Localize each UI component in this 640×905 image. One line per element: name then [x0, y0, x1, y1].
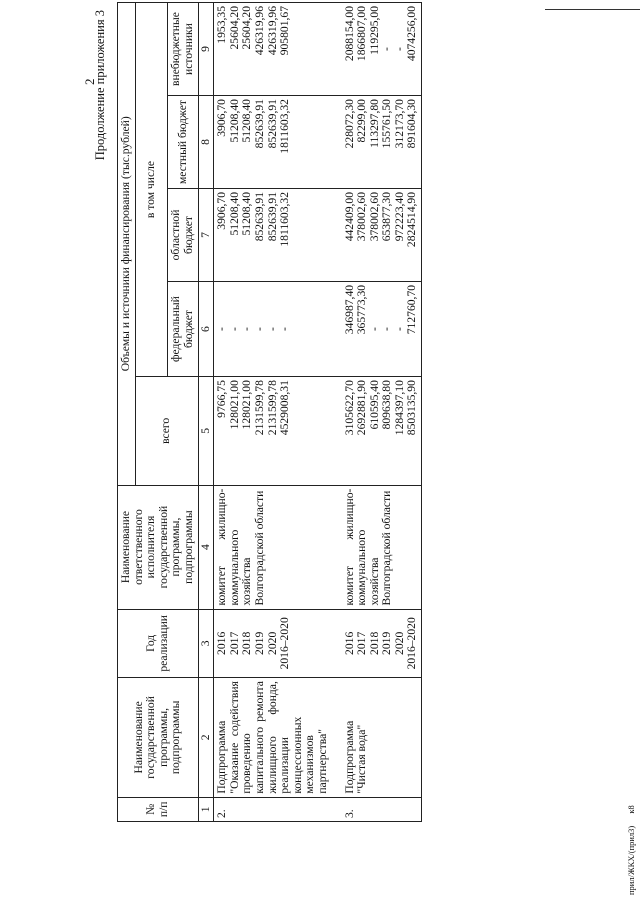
- col-number: 3: [198, 609, 214, 678]
- regional-value: 51208,40: [240, 192, 254, 236]
- row-executor: комитет жилищно-коммунального хозяйства Волгоградской области: [214, 485, 332, 609]
- total-value: 2131599,78: [252, 380, 266, 436]
- row-no: 2.: [214, 797, 332, 821]
- year-value: 2018: [367, 631, 381, 655]
- year-value: 2016: [342, 631, 356, 655]
- header-no: № п/п: [118, 797, 199, 821]
- local-value: 891604,30: [405, 99, 419, 149]
- regional-value: 3906,70: [215, 192, 229, 230]
- row-total: [332, 377, 422, 485]
- col-number: 5: [198, 377, 214, 485]
- local-value: 113297,80: [367, 99, 381, 148]
- page-number: 2: [82, 78, 97, 85]
- header-total: всего: [135, 377, 198, 485]
- regional-value: 51208,40: [227, 192, 241, 236]
- federal-value: -: [252, 327, 266, 331]
- federal-value: -: [367, 327, 381, 331]
- federal-value: -: [265, 327, 279, 331]
- header-row-1: [118, 3, 136, 822]
- federal-value: -: [227, 327, 241, 331]
- local-value: 1811603,32: [278, 99, 292, 154]
- year-value: 2017: [227, 631, 241, 655]
- regional-value: 378002,60: [367, 192, 381, 242]
- total-value: 4529008,31: [278, 380, 292, 436]
- federal-value: 712760,70: [405, 284, 419, 335]
- footer-file-ref: прил/ЖКХ/(прил3): [626, 825, 636, 895]
- header-executor: Наименование ответственного исполнителя государственной программы, подпрограммы: [118, 485, 199, 609]
- total-value: 8503135,90: [405, 380, 419, 436]
- col-number: 2: [198, 678, 214, 798]
- local-value: 852639,91: [265, 99, 279, 149]
- federal-value: -: [278, 327, 292, 331]
- total-value: 128021,00: [240, 380, 254, 430]
- table-row: [332, 3, 422, 822]
- col-number: 8: [198, 96, 214, 189]
- header-federal: федеральный бюджет: [168, 281, 198, 376]
- local-value: 312173,70: [392, 99, 406, 149]
- header-in-that-number: в том числе: [135, 3, 168, 377]
- extra-value: -: [392, 47, 406, 51]
- extra-value: -: [380, 47, 394, 51]
- row-years: [214, 609, 332, 678]
- col-number: 1: [198, 797, 214, 821]
- year-value: 2018: [240, 631, 254, 655]
- local-value: 51208,40: [227, 99, 241, 143]
- extra-value: 25604,20: [240, 6, 254, 50]
- local-value: 852639,91: [252, 99, 266, 149]
- row-federal: [332, 281, 422, 376]
- year-value: 2016–2020: [278, 617, 292, 670]
- federal-value: -: [215, 327, 229, 331]
- header-financing-group: Объемы и источники финансирования (тыс.рублей): [118, 3, 136, 486]
- year-value: 2020: [392, 631, 406, 655]
- federal-value: -: [392, 327, 406, 331]
- total-value: 2692881,90: [355, 380, 369, 436]
- federal-value: 365773,30: [355, 284, 369, 335]
- table-row: [214, 3, 332, 822]
- extra-value: 2088154,00: [342, 6, 356, 62]
- regional-value: 653877,30: [380, 192, 394, 242]
- total-value: 128021,00: [227, 380, 241, 430]
- year-value: 2019: [380, 631, 394, 655]
- row-executor: комитет жилищно-коммунального хозяйства Волгоградской области: [332, 485, 422, 609]
- year-value: 2017: [355, 631, 369, 655]
- regional-value: 1811603,32: [278, 192, 292, 247]
- footer-code: к8: [626, 805, 636, 814]
- header-program-name: Наименование государственной программы, подпрограммы: [118, 678, 199, 798]
- regional-value: 852639,91: [252, 192, 266, 242]
- extra-value: 1953,35: [215, 6, 229, 44]
- total-value: 2131599,78: [265, 380, 279, 436]
- federal-value: 346987,40: [342, 284, 356, 335]
- col-number: 9: [198, 3, 214, 96]
- federal-value: -: [240, 327, 254, 331]
- extra-value: 426319,96: [252, 6, 266, 56]
- extra-value: 25604,20: [227, 6, 241, 50]
- regional-value: 852639,91: [265, 192, 279, 242]
- extra-value: 1866807,00: [355, 6, 369, 62]
- appendix-continuation-note: Продолжение приложения 3: [93, 10, 107, 161]
- extra-value: 426319,96: [265, 6, 279, 56]
- total-value: 1284397,10: [392, 380, 406, 436]
- total-value: 809638,80: [380, 380, 394, 430]
- row-extra: [332, 3, 422, 96]
- row-regional: [332, 189, 422, 282]
- financing-table: [117, 2, 422, 822]
- extra-value: 905801,67: [278, 6, 292, 56]
- row-local: [214, 96, 332, 189]
- row-extra: [214, 3, 332, 96]
- regional-value: 972223,40: [392, 192, 406, 242]
- row-years: [332, 609, 422, 678]
- row-total: [214, 377, 332, 485]
- column-numbers-row: [198, 3, 214, 822]
- row-local: [332, 96, 422, 189]
- header-regional: областной бюджет: [168, 189, 198, 282]
- row-no: 3.: [332, 797, 422, 821]
- extra-value: 119295,00: [367, 6, 381, 55]
- footer: [626, 795, 636, 895]
- local-value: 51208,40: [240, 99, 254, 143]
- local-value: 155761,50: [380, 99, 394, 149]
- total-value: 3105622,70: [342, 380, 356, 436]
- col-number: 7: [198, 189, 214, 282]
- regional-value: 378002,60: [355, 192, 369, 242]
- local-value: 3906,70: [215, 99, 229, 137]
- header-extra: внебюджетные источники: [168, 3, 198, 96]
- local-value: 228072,30: [342, 99, 356, 149]
- row-program-name: Подпрограмма "Чистая вода": [332, 678, 422, 798]
- total-value: 9766,75: [215, 380, 229, 418]
- header-year: Год реализации: [118, 609, 199, 678]
- col-number: 4: [198, 485, 214, 609]
- year-value: 2016–2020: [405, 617, 419, 670]
- header-local: местный бюджет: [168, 96, 198, 189]
- local-value: 82299,00: [355, 99, 369, 143]
- row-program-name: Подпрограмма "Оказание содействия проведению капитального ремонта жилищного фонда, реализации концессионных механизмов партнерства": [214, 678, 332, 798]
- year-value: 2019: [252, 631, 266, 655]
- row-regional: [214, 189, 332, 282]
- regional-value: 442409,00: [342, 192, 356, 242]
- year-value: 2016: [215, 631, 229, 655]
- extra-value: 4074256,00: [405, 6, 419, 62]
- federal-value: -: [380, 327, 394, 331]
- row-federal: [214, 281, 332, 376]
- year-value: 2020: [265, 631, 279, 655]
- total-value: 610595,40: [367, 380, 381, 430]
- col-number: 6: [198, 281, 214, 376]
- regional-value: 2824514,90: [405, 192, 419, 248]
